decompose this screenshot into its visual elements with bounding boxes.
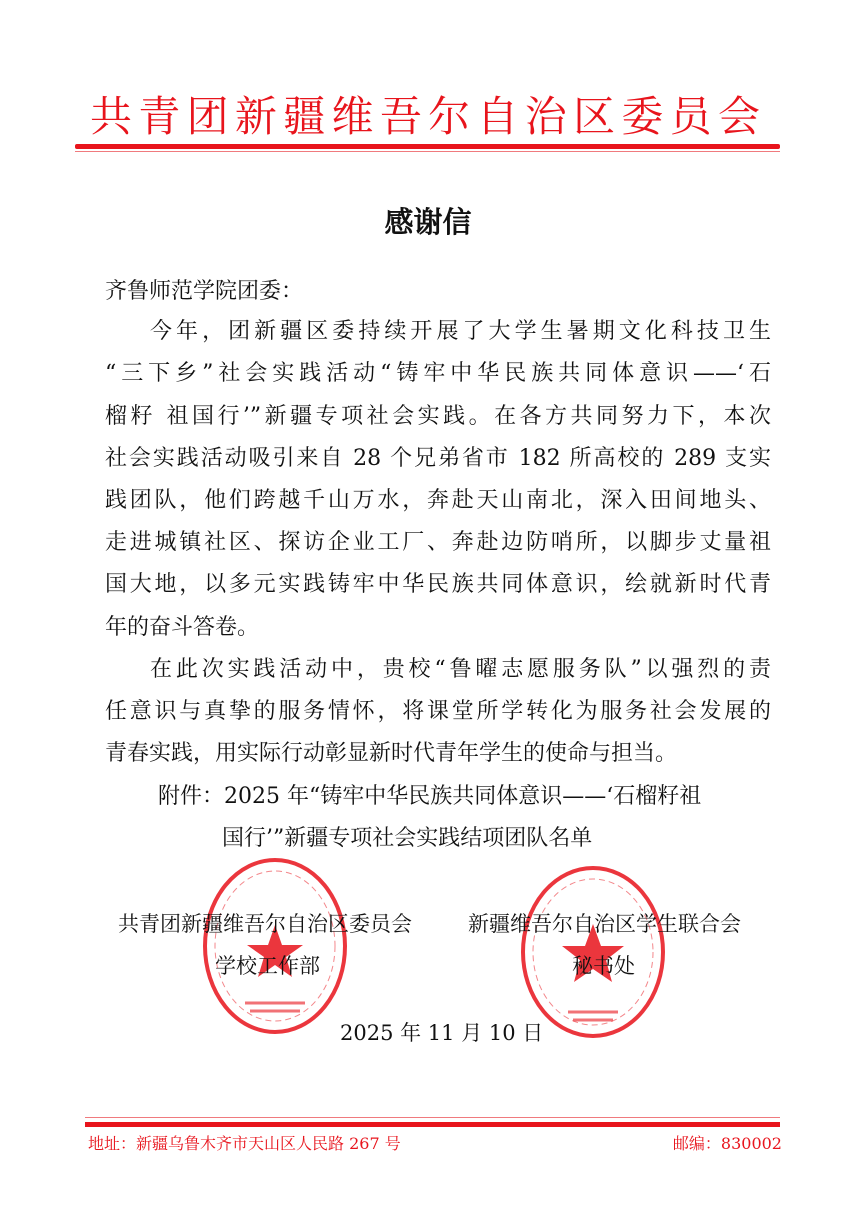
signature-org-left: 共青团新疆维吾尔自治区委员会 (118, 912, 412, 936)
salutation: 齐鲁师范学院团委： (105, 279, 304, 304)
paragraph-line: 年的奋斗答卷。 (105, 615, 260, 640)
paragraph-line: 践团队，他们跨越千山万水，奔赴天山南北，深入田间地头、 (105, 488, 771, 513)
letterhead-divider-thin (75, 151, 780, 152)
paragraph-line: 走进城镇社区、探访企业工厂、奔赴边防哨所，以脚步丈量祖 (105, 530, 771, 555)
paragraph-line: 青春实践，用实际行动彰显新时代青年学生的使命与担当。 (105, 741, 678, 766)
paragraph-line: “三下乡”社会实践活动“铸牢中华民族共同体意识——‘石 (105, 361, 771, 386)
footer-divider-thin (85, 1117, 780, 1118)
footer-divider (85, 1122, 780, 1127)
footer-postcode: 邮编：830002 (672, 1134, 782, 1153)
paragraph-line: 今年，团新疆区委持续开展了大学生暑期文化科技卫生 (150, 319, 771, 344)
paragraph-line: 国大地，以多元实践铸牢中华民族共同体意识，绘就新时代青 (105, 572, 771, 597)
signature-dept-left: 学校工作部 (215, 954, 320, 978)
paragraph-line: 在此次实践活动中，贵校“鲁曜志愿服务队”以强烈的责 (150, 657, 771, 682)
attachment-line: 国行’”新疆专项社会实践结项团队名单 (222, 826, 593, 851)
paragraph-line: 社会实践活动吸引来自 28 个兄弟省市 182 所高校的 289 支实 (105, 446, 771, 471)
footer-address: 地址：新疆乌鲁木齐市天山区人民路 267 号 (88, 1134, 401, 1153)
paragraph-line: 榴籽 祖国行’”新疆专项社会实践。在各方共同努力下，本次 (105, 404, 771, 429)
paragraph-line: 任意识与真挚的服务情怀，将课堂所学转化为服务社会发展的 (105, 699, 771, 724)
signature-dept-right: 秘书处 (572, 954, 635, 978)
attachment-line: 附件：2025 年“铸牢中华民族共同体意识——‘石榴籽祖 (158, 784, 702, 809)
letter-title: 感谢信 (384, 205, 472, 239)
letterhead-org: 共青团新疆维吾尔自治区委员会 (90, 92, 762, 141)
letterhead-divider (75, 144, 780, 149)
official-seal-left (200, 855, 350, 1037)
signature-org-right: 新疆维吾尔自治区学生联合会 (468, 912, 741, 936)
letter-date: 2025 年 11 月 10 日 (340, 1021, 544, 1045)
